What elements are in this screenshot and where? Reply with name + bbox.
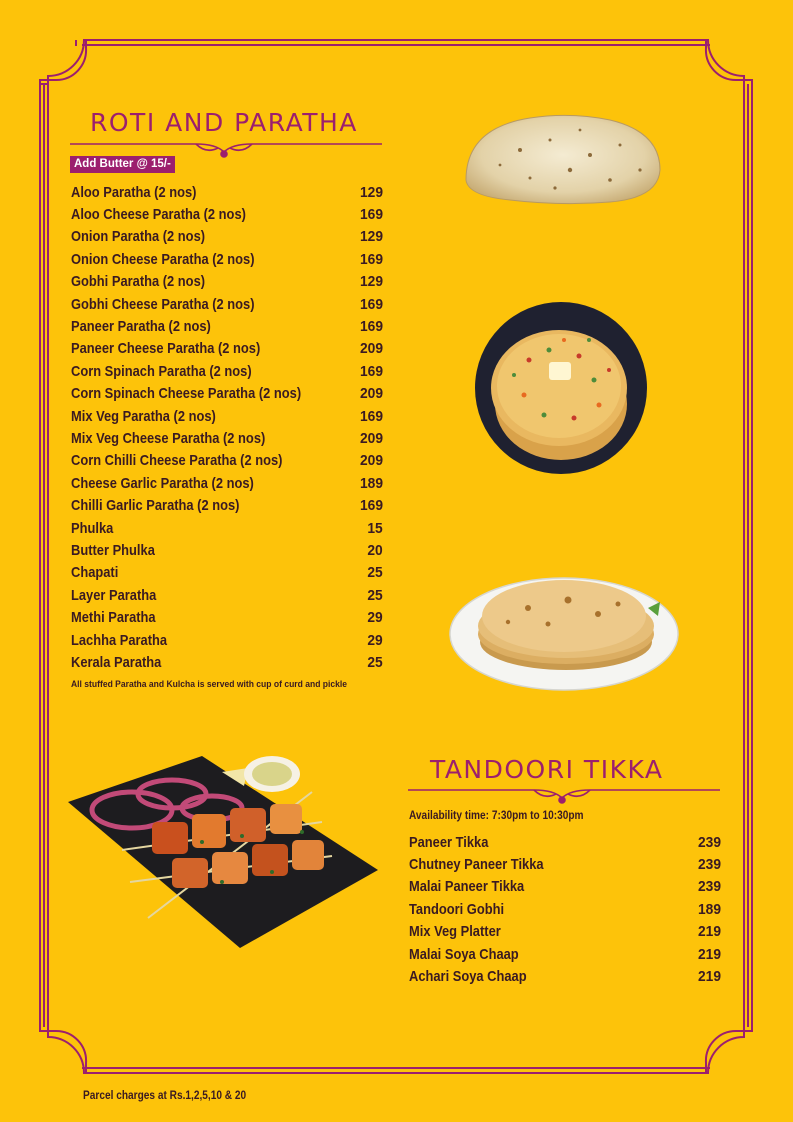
menu-item-price: 25 bbox=[367, 653, 383, 671]
menu-item-name: Corn Spinach Cheese Paratha (2 nos) bbox=[71, 385, 302, 403]
menu-item bbox=[71, 248, 383, 270]
menu-item bbox=[71, 315, 383, 337]
menu-item-name: Onion Cheese Paratha (2 nos) bbox=[71, 250, 255, 268]
menu-item-name: Tandoori Gobhi bbox=[409, 900, 505, 918]
menu-item-name: Mix Veg Paratha (2 nos) bbox=[71, 407, 216, 425]
kerala-paratha-photo bbox=[448, 572, 680, 692]
menu-item-price: 20 bbox=[367, 541, 383, 559]
menu-item bbox=[71, 338, 383, 360]
availability-time: Availability time: 7:30pm to 10:30pm bbox=[409, 810, 584, 822]
menu-item-name: Mix Veg Platter bbox=[409, 923, 501, 941]
menu-item bbox=[71, 562, 383, 584]
menu-item-name: Methi Paratha bbox=[71, 609, 156, 627]
menu-item-price: 25 bbox=[367, 586, 383, 604]
tandoori-section-title: TANDOORI TIKKA bbox=[430, 755, 664, 784]
menu-item-price: 239 bbox=[697, 856, 721, 874]
menu-item-price: 209 bbox=[359, 385, 383, 403]
menu-item bbox=[409, 853, 721, 875]
menu-item bbox=[71, 226, 383, 248]
menu-item bbox=[71, 651, 383, 673]
stuffed-paratha-note: All stuffed Paratha and Kulcha is served with cup of curd and pickle bbox=[71, 679, 348, 690]
menu-item bbox=[71, 584, 383, 606]
menu-item-name: Onion Paratha (2 nos) bbox=[71, 228, 206, 246]
menu-item bbox=[71, 203, 383, 225]
menu-item-name: Gobhi Paratha (2 nos) bbox=[71, 273, 206, 291]
menu-item-price: 189 bbox=[359, 474, 383, 492]
menu-item-price: 219 bbox=[697, 923, 721, 941]
menu-item bbox=[409, 876, 721, 898]
menu-item bbox=[71, 360, 383, 382]
roti-menu-list bbox=[71, 181, 383, 674]
stuffed-paratha-photo bbox=[469, 300, 653, 476]
menu-item bbox=[71, 271, 383, 293]
menu-item-name: Corn Chilli Cheese Paratha (2 nos) bbox=[71, 452, 283, 470]
menu-item bbox=[409, 943, 721, 965]
menu-item-name: Butter Phulka bbox=[71, 541, 155, 559]
menu-item-name: Achari Soya Chaap bbox=[409, 968, 527, 986]
menu-item-name: Chapati bbox=[71, 564, 119, 582]
menu-item-name: Lachha Paratha bbox=[71, 631, 168, 649]
menu-item-name: Chutney Paneer Tikka bbox=[409, 856, 544, 874]
menu-item-name: Paneer Tikka bbox=[409, 833, 489, 851]
menu-item-price: 209 bbox=[359, 340, 383, 358]
menu-item-price: 15 bbox=[367, 519, 383, 537]
phulka-photo bbox=[460, 110, 670, 210]
menu-item-price: 189 bbox=[697, 900, 721, 918]
title-flourish-icon bbox=[404, 784, 724, 806]
menu-item-price: 169 bbox=[359, 295, 383, 313]
menu-item bbox=[71, 293, 383, 315]
menu-item-name: Malai Soya Chaap bbox=[409, 945, 519, 963]
menu-item-name: Corn Spinach Paratha (2 nos) bbox=[71, 362, 252, 380]
menu-item-price: 169 bbox=[359, 250, 383, 268]
add-butter-badge: Add Butter @ 15/- bbox=[70, 156, 175, 173]
menu-item bbox=[71, 405, 383, 427]
menu-item-price: 25 bbox=[367, 564, 383, 582]
menu-item bbox=[409, 898, 721, 920]
menu-item bbox=[71, 181, 383, 203]
menu-item-name: Mix Veg Cheese Paratha (2 nos) bbox=[71, 429, 266, 447]
menu-item bbox=[71, 427, 383, 449]
menu-item-name: Paneer Cheese Paratha (2 nos) bbox=[71, 340, 261, 358]
menu-item-name: Chilli Garlic Paratha (2 nos) bbox=[71, 497, 240, 515]
menu-item-price: 29 bbox=[367, 609, 383, 627]
menu-item bbox=[71, 539, 383, 561]
menu-item-name: Aloo Paratha (2 nos) bbox=[71, 183, 197, 201]
menu-item-price: 219 bbox=[697, 945, 721, 963]
menu-item-name: Gobhi Cheese Paratha (2 nos) bbox=[71, 295, 255, 313]
menu-item-name: Aloo Cheese Paratha (2 nos) bbox=[71, 206, 246, 224]
menu-item-name: Layer Paratha bbox=[71, 586, 157, 604]
paneer-tikka-photo bbox=[62, 752, 382, 952]
menu-item-price: 169 bbox=[359, 362, 383, 380]
menu-item bbox=[71, 517, 383, 539]
menu-item-price: 209 bbox=[359, 452, 383, 470]
menu-item-price: 169 bbox=[359, 318, 383, 336]
menu-item bbox=[71, 629, 383, 651]
menu-item-price: 129 bbox=[359, 228, 383, 246]
menu-item-name: Malai Paneer Tikka bbox=[409, 878, 525, 896]
menu-item-price: 169 bbox=[359, 407, 383, 425]
menu-item-price: 209 bbox=[359, 429, 383, 447]
menu-item bbox=[71, 450, 383, 472]
menu-item bbox=[71, 606, 383, 628]
menu-item bbox=[71, 472, 383, 494]
menu-item-price: 239 bbox=[697, 878, 721, 896]
menu-item bbox=[409, 921, 721, 943]
menu-item-price: 169 bbox=[359, 497, 383, 515]
tandoori-menu-list bbox=[409, 831, 721, 988]
menu-item-price: 219 bbox=[697, 968, 721, 986]
menu-item-price: 169 bbox=[359, 206, 383, 224]
menu-item bbox=[409, 965, 721, 987]
parcel-charges-note: Parcel charges at Rs.1,2,5,10 & 20 bbox=[83, 1090, 247, 1102]
roti-section-title: ROTI AND PARATHA bbox=[90, 108, 358, 137]
menu-item-name: Paneer Paratha (2 nos) bbox=[71, 318, 211, 336]
menu-item-price: 29 bbox=[367, 631, 383, 649]
menu-item bbox=[71, 383, 383, 405]
menu-item-name: Phulka bbox=[71, 519, 114, 537]
menu-item-price: 129 bbox=[359, 183, 383, 201]
menu-item bbox=[71, 494, 383, 516]
menu-item-name: Kerala Paratha bbox=[71, 653, 162, 671]
menu-item-price: 129 bbox=[359, 273, 383, 291]
menu-item-price: 239 bbox=[697, 833, 721, 851]
menu-item bbox=[409, 831, 721, 853]
menu-item-name: Cheese Garlic Paratha (2 nos) bbox=[71, 474, 254, 492]
